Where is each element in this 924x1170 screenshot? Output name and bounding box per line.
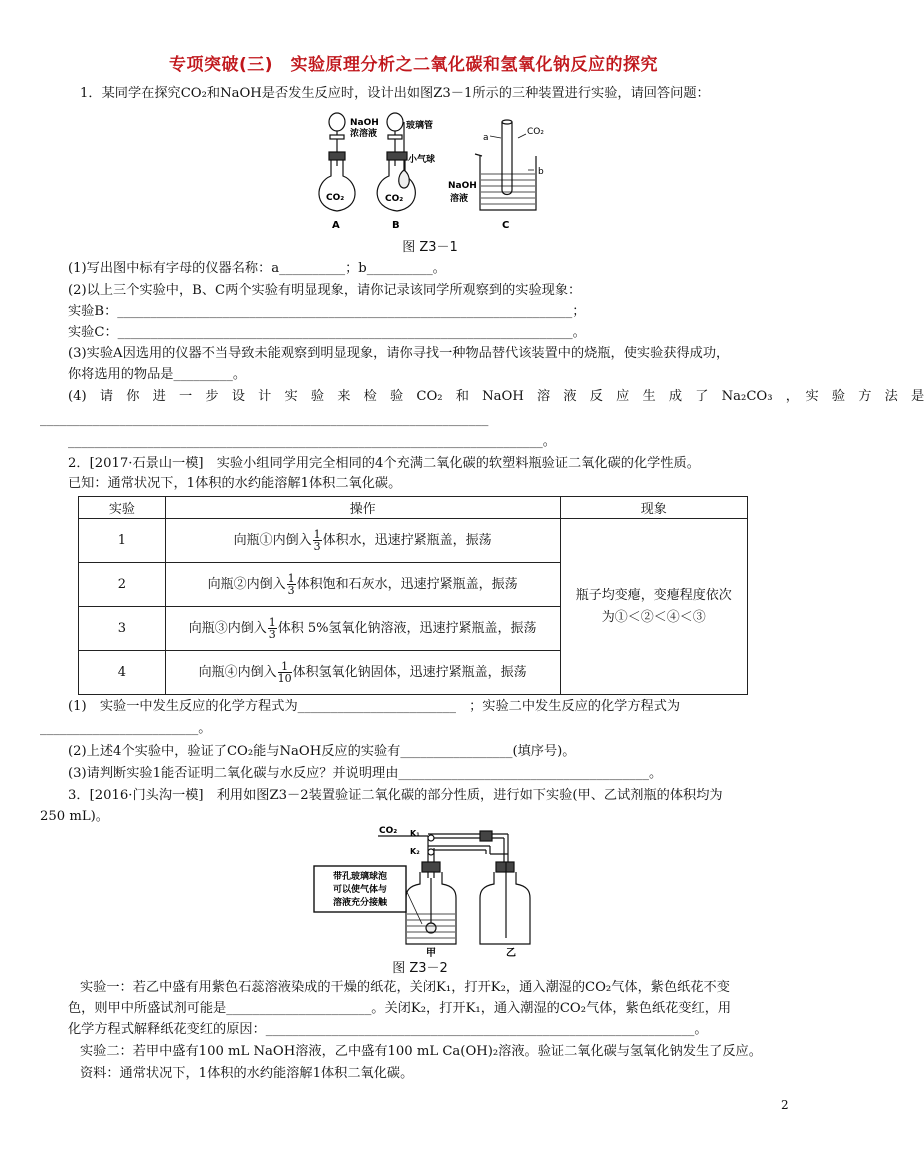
q3-stem: 3．[2016·门头沟一模] 利用如图Z3－2装置验证二氧化碳的部分性质，进行如下实验(甲、乙试剂瓶的体积均为 [68, 788, 723, 803]
q3-exp1-b: 色，则甲中所盛试剂可能是______________________。关闭K₂，打开K₁，通入潮湿的CO₂气体，紫色纸花变红，用 [68, 1001, 732, 1016]
note-line-3: 溶液充分接触 [332, 898, 388, 908]
label-glass-tube: 玻璃管 [406, 121, 434, 131]
page-number: 2 [781, 1098, 789, 1112]
q2-known: 已知：通常状况下，1体积的水约能溶解1体积二氧化碳。 [68, 476, 402, 491]
row-number: 1 [79, 519, 166, 563]
q1-part4-c: ________________________________________________________________________。 [68, 434, 556, 449]
q1-part2-b: 实验B：_____________________________________________________________________； [68, 304, 586, 319]
label-letter-b: b [538, 167, 544, 177]
q3-info: 资料：通常状况下，1体积的水约能溶解1体积二氧化碳。 [80, 1066, 414, 1081]
table-header [79, 497, 748, 519]
label-co2-a: CO₂ [326, 193, 345, 203]
caption-c: C [502, 220, 510, 231]
q2-part1-b: ________________________。 [40, 721, 212, 736]
label-k2: K₂ [410, 847, 420, 856]
row-operation: 向瓶②内倒入 $\frac{1}{3}$ 体积饱和石灰水，迅速拧紧瓶盖，振荡 [165, 563, 560, 607]
caption-b: B [392, 220, 400, 231]
page-title: 专项突破(三) 实验原理分析之二氧化碳和氢氧化钠反应的探究 [168, 55, 659, 75]
row-number: 3 [79, 607, 166, 651]
row-operation: 向瓶①内倒入 $\frac{1}{3}$ 体积水，迅速拧紧瓶盖，振荡 [165, 519, 560, 563]
label-balloon: 小气球 [408, 155, 436, 165]
q1-part2: (2)以上三个实验中，B、C两个实验有明显现象，请你记录该同学所观察到的实验现象： [68, 283, 582, 298]
q1-part4: (4) 请 你 进 一 步 设 计 实 验 来 检 验 CO₂ 和 NaOH 溶 液 反 应 生 成 了 Na₂CO₃ ， 实 验 方 法 是 [68, 389, 924, 404]
label-solution-c: 溶液 [450, 194, 469, 204]
label-co2-inlet: CO₂ [379, 826, 398, 836]
q3-exp2: 实验二：若甲中盛有100 mL NaOH溶液，乙中盛有100 mL Ca(OH)₂溶液。验证二氧化碳与氢氧化钠发生了反应。 [80, 1044, 762, 1059]
q3-stem-b: 250 mL)。 [40, 809, 109, 824]
row-operation: 向瓶④内倒入 $\frac{1}{10}$ 体积氢氧化钠固体，迅速拧紧瓶盖，振荡 [165, 651, 560, 695]
label-naoh: NaOH [350, 118, 379, 128]
row-number: 4 [79, 651, 166, 695]
q3-exp1-c: 化学方程式解释纸花变红的原因：_________________________________________________________________。 [68, 1022, 708, 1037]
experiment-table [78, 496, 748, 695]
note-line-2: 可以使气体与 [332, 885, 388, 895]
q3-exp1: 实验一：若乙中盛有用紫色石蕊溶液染成的干燥的纸花，关闭K₁，打开K₂，通入潮湿的CO₂气体，紫色纸花不变 [80, 980, 730, 995]
q1-part3-b: 你将选用的物品是_________。 [68, 367, 247, 382]
row-number: 2 [79, 563, 166, 607]
figure-caption-z3-1: 图 Z3－1 [402, 240, 458, 255]
q2-part2: (2)上述4个实验中，验证了CO₂能与NaOH反应的实验有_________________(填序号)。 [68, 744, 576, 759]
q1-part4-b: ____________________________________________________________________ [40, 412, 489, 427]
caption-a: A [332, 220, 340, 231]
label-co2-b: CO₂ [385, 194, 404, 204]
header-operation: 操作 [165, 497, 560, 519]
figure-z3-1 [310, 108, 570, 233]
label-naoh-c: NaOH [448, 181, 477, 191]
figure-caption-z3-2: 图 Z3－2 [392, 961, 448, 976]
header-experiment: 实验 [79, 497, 166, 519]
q1-part1: (1)写出图中标有字母的仪器名称：a__________；b__________。 [68, 261, 446, 276]
row-operation: 向瓶③内倒入 $\frac{1}{3}$ 体积 5%氢氧化钠溶液，迅速拧紧瓶盖，振荡 [165, 607, 560, 651]
label-bottle-jia: 甲 [426, 948, 436, 959]
header-phenomenon: 现象 [560, 497, 747, 519]
q2-part1: (1) 实验一中发生反应的化学方程式为________________________ ；实验二中发生反应的化学方程式为 [68, 699, 681, 714]
label-k1: K₁ [410, 829, 420, 838]
label-co2-c: CO₂ [527, 127, 544, 137]
figure-z3-2 [310, 820, 550, 958]
q1-part2-c: 实验C：_____________________________________________________________________。 [68, 325, 586, 340]
q2-part3: (3)请判断实验1能否证明二氧化碳与水反应？并说明理由______________________________________。 [68, 766, 663, 781]
q1-stem: 1．某同学在探究CO₂和NaOH是否发生反应时，设计出如图Z3－1所示的三种装置进行实验，请回答问题： [80, 86, 710, 101]
row-phenomenon: 瓶子均变瘪，变瘪程度依次 为①＜②＜④＜③ [560, 519, 747, 695]
q1-part3: (3)实验A因选用的仪器不当导致未能观察到明显现象，请你寻找一种物品替代该装置中的烧瓶，使实验获得成功， [68, 346, 730, 361]
label-letter-a: a [483, 133, 489, 143]
label-naoh-conc: 浓溶液 [350, 129, 378, 139]
note-line-1: 带孔玻璃球泡 [332, 872, 388, 882]
table-row [79, 519, 748, 563]
q2-stem: 2．[2017·石景山一模] 实验小组同学用完全相同的4个充满二氧化碳的软塑料瓶验证二氧化碳的化学性质。 [68, 456, 700, 471]
label-bottle-yi: 乙 [506, 948, 516, 959]
